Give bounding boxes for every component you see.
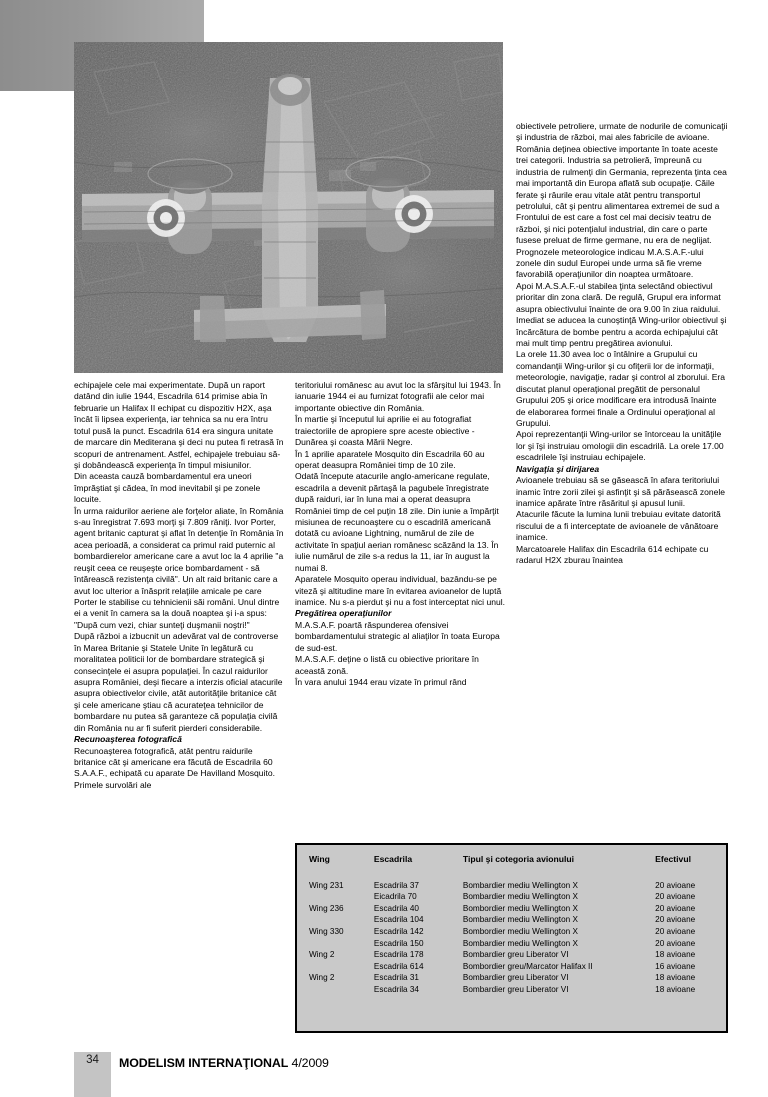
cell-strength: 18 avioane xyxy=(655,950,696,960)
paragraph: Apoi reprezentanţii Wing-urilor se întorceau la unităţile lor şi îşi instruiau omologii din escadrilă. La orele 17.00 escadrilele îşi instruiau echipajele. xyxy=(516,429,724,463)
cell-type: Bombardier greu Liberator VI xyxy=(462,973,569,983)
paragraph: După război a izbucnit un adevărat val de controverse în Marea Britanie şi Statele Unite în legătură cu moralitatea politicii lor de bombardare strategică şi consecinţele ei asupra populaţiei. În cazul raidurilor asupra României, deşi fiecare a interzis oficial atacurile asupra obiectivelor civile, atât autorităţile britanice cât şi cele americane ştiau că acurateţea tehnicilor de bombardare nu putea să garanteze că populaţia civilă din România nu ar fi suferit pierderi considerabile. xyxy=(74,631,283,733)
table-header-row xyxy=(297,854,726,880)
paragraph: echipajele cele mai experimentate. După un raport datând din iulie 1944, Escadrila 614 primise abia în februarie un Halifax II echipat cu dispozitiv H2X, aşa încât îi lipsea experienţa, iar tehnica sa nu era întru totul pusă la punct. Escadrila 614 era singura unitate de marcare din Mediterana şi deci nu putea fi retrasă în scopuri de antrenament. Astfel, echipajele trebuiau să-şi dobândească experienţa în timpul misiunilor. xyxy=(74,380,284,470)
cell-wing xyxy=(297,938,374,950)
cell-strength: 20 avioane xyxy=(655,892,696,902)
table-row xyxy=(297,926,726,938)
cell-type: Bombardier mediu Wellington X xyxy=(462,915,578,925)
table-header-strength: Efectivul xyxy=(655,854,691,864)
cell-type: Bombardier mediu Wellington X xyxy=(462,880,578,890)
paragraph: Recunoaşterea fotografică, atât pentru raidurile britanice cât şi americane era făcută de Escadrila 60 S.A.A.F., echipată cu aparate De Havilland Mosquito. Primele survolări ale xyxy=(74,745,275,790)
cell-escadrila: Escadrila 142 xyxy=(373,926,424,936)
cell-wing: Wing 236 xyxy=(309,903,344,913)
cell-escadrila: Escadrila 150 xyxy=(373,938,424,948)
cell-strength: 20 avioane xyxy=(655,926,696,936)
text-column-middle xyxy=(295,380,505,688)
paragraph: La orele 11.30 avea loc o întâlnire a Grupului cu comandanţii Wing-urilor şi cu ofiţerii lor de informaţii, meteorologie, navigaţie, radar şi control al zborului. Era discutat planul operaţional pregătit de personalul Grupului 205 şi orice modificare era introdusă înainte de elaborarea formei finale a Ordinului operaţional al Grupului. xyxy=(516,349,726,428)
cell-wing: Wing 231 xyxy=(309,880,344,890)
cell-strength: 16 avioane xyxy=(655,961,696,971)
paragraph: teritoriului românesc au avut loc la sfârşitul lui 1943. În ianuarie 1944 ei au furnizat fotografii ale celor mai importante obiective din România. xyxy=(295,380,501,413)
paragraph: Marcatoarele Halifax din Escadrila 614 echipate cu radarul H2X zburau înaintea xyxy=(516,543,709,566)
table-row xyxy=(297,938,726,950)
magazine-title: MODELISM INTERNAŢIONAL xyxy=(119,1056,289,1070)
cell-escadrila: Escadrila 614 xyxy=(373,961,424,971)
table-row xyxy=(297,972,726,984)
cell-escadrila: Eicadrila 70 xyxy=(373,892,417,902)
cell-escadrila: Escadrila 37 xyxy=(373,880,419,890)
cell-wing: Wing 330 xyxy=(309,926,344,936)
cell-wing xyxy=(297,891,374,903)
issue-number: 4/2009 xyxy=(291,1056,329,1070)
cell-type: Bombardier mediu Wellington X xyxy=(462,892,578,902)
paragraph: În urma raidurilor aeriene ale forţelor aliate, în România s-au înregistrat 7.693 morţi şi 7.809 răniţi. Ivor Porter, agent britanic capturat şi aflat în detenţie în România în acea perioadă, a considerat ca primul raid puternic al bombardierelor americane care a avut loc la 4 aprilie "a reuşit ceea ce reuşeşte orice bombardament - să întărească rezistenţa civilă". Un alt raid britanic care a avut loc ulterior a înăsprit relaţiile amicale pe care Porter le stabilise cu tehnicienii săi români. Unul dintre ei a venit în camera sa la două noaptea şi i-a spus: "După cum vezi, chiar sunteţi duşmanii noştri!" xyxy=(74,505,284,630)
cell-strength: 18 avioane xyxy=(655,984,696,994)
text-column-right xyxy=(516,121,728,566)
paragraph: În martie şi începutul lui aprilie ei au fotografiat traiectoriile de apropiere spre aceste obiective - Dunărea şi coasta Mării Negre. xyxy=(295,414,475,448)
cell-type: Bombardier greu Liberator VI xyxy=(462,950,569,960)
subheading-recunoasterea-fotografica: Recunoaşterea fotografică xyxy=(74,734,182,745)
cell-escadrila: Escadrila 178 xyxy=(373,950,424,960)
cell-strength: 18 avioane xyxy=(655,973,696,983)
cell-type: Bombordier mediu Wellington X xyxy=(462,926,578,936)
subheading-navigatia-si-dirijarea: Navigaţia şi dirijarea xyxy=(516,463,600,474)
cell-type: Bombordier mediu Wellington X xyxy=(462,903,578,913)
table-header-wing: Wing xyxy=(309,854,330,864)
table-row xyxy=(297,949,726,961)
cell-type: Bombardier mediu Wellington X xyxy=(462,938,578,948)
subheading-pregatirea-operatiunilor: Pregătirea operaţiunilor xyxy=(295,608,392,619)
squadron-table xyxy=(297,854,726,996)
paragraph: Avioanele trebuiau să se găsească în afara teritoriului inamic între zorii zilei şi asfinţit şi să părăsească zonele inamice apărate între răsăritul şi apusul lunii. xyxy=(516,475,726,508)
paragraph: Apoi M.A.S.A.F.-ul stabilea ţinta selectând obiectivul prioritar din zona clară. De regulă, Grupul era informat asupra obiectivului înainte de ora 9.00 în ziua raidului. Imediat se aducea la cunoştinţă Wing-urilor obiectivul şi încărcătura de bombe pentru a acorda echipajului cât mai mult timp pentru pregătirea avionului. xyxy=(516,280,727,349)
table-body xyxy=(297,880,726,996)
cell-type: Bombardier greu Liberator VI xyxy=(462,984,569,994)
text-column-left xyxy=(74,380,284,791)
paragraph: Aparatele Mosquito operau individual, bazându-se pe viteză şi altitudine mare în evitarea avioanelor de luptă inamice. Nu s-a pierdut şi nu a fost interceptat nici unul. xyxy=(295,574,505,608)
paragraph: obiectivele petroliere, urmate de nodurile de comunicaţii şi industria de război, mai ales fabricile de avioane. România deţinea obiective importante în toate aceste trei categorii. Industria sa petrolieră, împreună cu industria de rulmenţi din Germania, reprezenta ţinta cea mai importantă din Europa aflată sub ocupaţie. Căile ferate şi râurile erau vitale atât pentru transportul petrolului, cât şi pentru alimentarea extremei de sud a Frontului de est care a fost cel mai decisiv teatru de război, şi nici potenţialul industrial, din care o parte fusese preluat de firme germane, nu era de neglijat. xyxy=(516,121,728,246)
cell-strength: 20 avioane xyxy=(655,903,696,913)
cell-strength: 20 avioane xyxy=(655,880,696,890)
paragraph: În 1 aprilie aparatele Mosquito din Escadrila 60 au operat deasupra României timp de 10 zile. xyxy=(295,448,485,470)
cell-wing: Wing 2 xyxy=(309,973,335,983)
cell-escadrila: Escadrila 104 xyxy=(373,915,424,925)
squadron-table-container xyxy=(295,843,728,1033)
cell-wing xyxy=(297,914,374,926)
cell-wing xyxy=(297,984,374,996)
cell-wing: Wing 2 xyxy=(309,950,335,960)
photo-artwork xyxy=(74,42,503,373)
table-row xyxy=(297,880,726,892)
paragraph: Prognozele meteorologice indicau M.A.S.A.F.-ului zonele din sudul Europei unde urma să fie vreme favorabilă operaţiunilor din noaptea următoare. xyxy=(516,246,704,280)
page-number: 34 xyxy=(86,1054,99,1066)
table-header-escadrila: Escadrila xyxy=(373,854,413,864)
table-header-type: Tipul şi cotegoria avionului xyxy=(462,854,575,864)
cell-type: Bombordier greu/Marcator Halifax II xyxy=(462,961,593,971)
aerial-photograph xyxy=(74,42,503,373)
paragraph: M.A.S.A.F. deţine o listă cu obiective prioritare în această zonă. xyxy=(295,654,479,676)
table-row xyxy=(297,914,726,926)
table-row xyxy=(297,984,726,996)
cell-strength: 20 avioane xyxy=(655,938,696,948)
footer-magazine-line xyxy=(119,1056,329,1070)
cell-wing xyxy=(297,961,374,973)
paragraph: În vara anului 1944 erau vizate în primul rând xyxy=(295,676,467,687)
table-row xyxy=(297,891,726,903)
paragraph: Odată începute atacurile anglo-americane regulate, escadrila a devenit părtaşă la pagubele înregistrate după raiduri, iar în luna mai a operat deasupra României timp de cel puţin 18 zile. Din iunie a împărţit misiunea de recunoaştere cu o escadrilă americană dotată cu avioane Lightning, numărul de zile de activitate în spaţiul aerian românesc scăzând la 13. În iulie numărul de zile s-a redus la 11, iar în august la numai 8. xyxy=(295,471,499,573)
paragraph: M.A.S.A.F. poartă răspunderea ofensivei bombardamentului strategic al aliaţilor în toata Europa de sud-est. xyxy=(295,619,500,653)
table-row xyxy=(297,903,726,915)
table-row xyxy=(297,961,726,973)
cell-escadrila: Escadrila 31 xyxy=(373,973,419,983)
cell-escadrila: Escadrila 34 xyxy=(373,984,419,994)
paragraph: Din aceasta cauză bombardamentul era uneori împrăştiat şi cădea, în mod inevitabil şi pe zonele locuite. xyxy=(74,471,261,505)
cell-escadrila: Escadrila 40 xyxy=(373,903,419,913)
cell-strength: 20 avioane xyxy=(655,915,696,925)
paragraph: Atacurile făcute la lumina lunii trebuiau evitate datorită riscului de a fi interceptate de avioanele de vânătoare inamice. xyxy=(516,509,721,543)
